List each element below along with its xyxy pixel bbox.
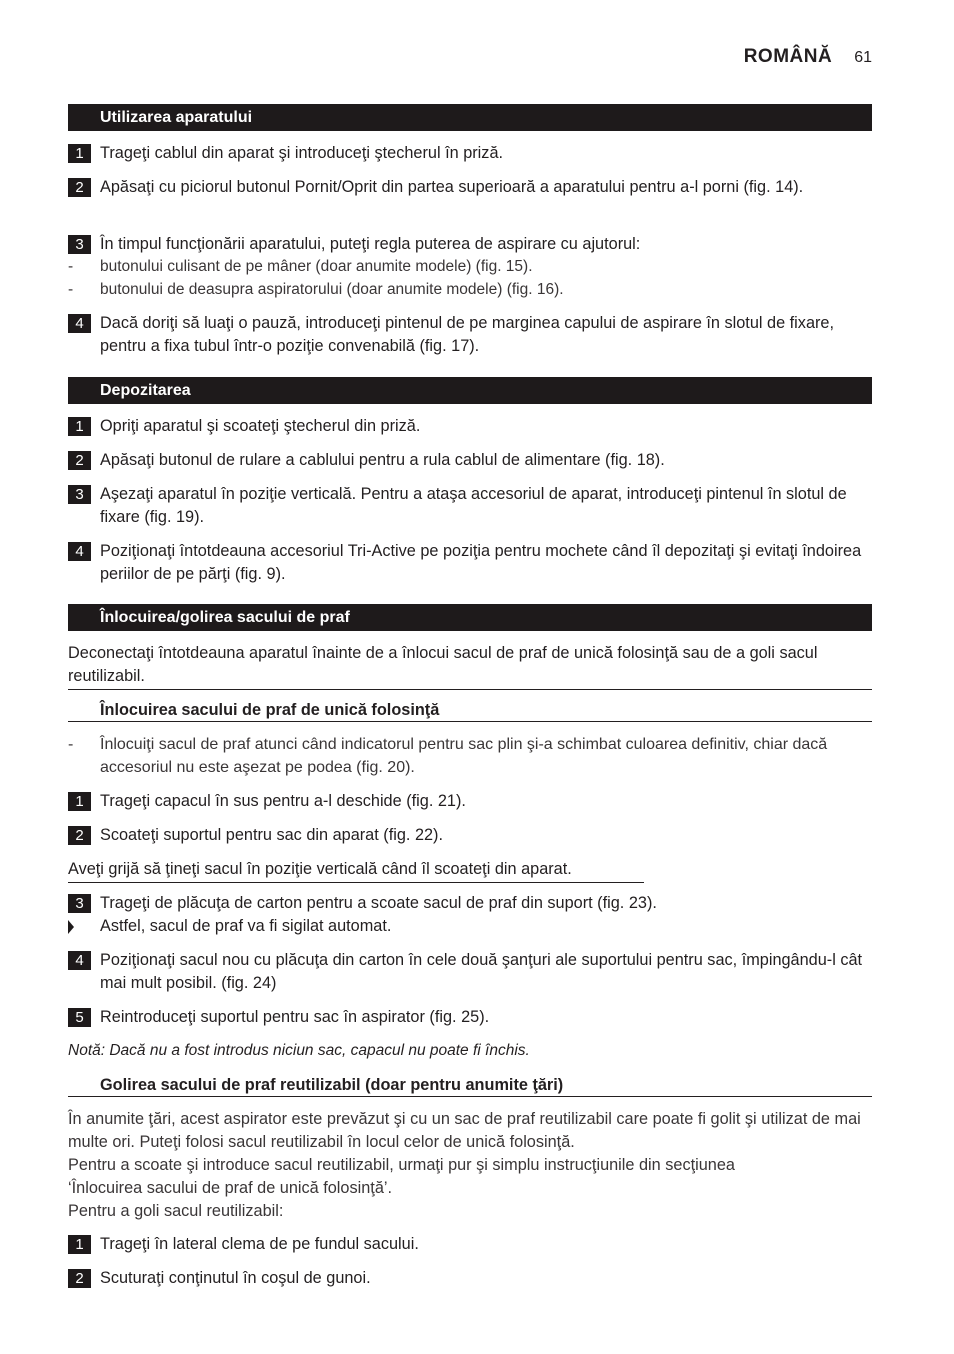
paragraph-line: Pentru a goli sacul reutilizabil: [68, 1202, 284, 1220]
step-item [68, 824, 874, 847]
step-text: Scuturaţi conţinutul în coşul de gunoi. [100, 1269, 371, 1287]
sub-list-item [68, 255, 874, 278]
step-number: 3 [68, 235, 91, 254]
subheading-disposable-bag: Înlocuirea sacului de praf de unică folosinţă [68, 699, 872, 722]
step-number: 4 [68, 951, 91, 970]
note-text: Notă: Dacă nu a fost introdus niciun sac, capacul nu poate fi închis. [68, 1042, 530, 1059]
paragraph-line: Pentru a scoate şi introduce sacul reutilizabil, urmaţi pur şi simplu instrucţiunile din secţiunea ‘Înlocuirea sacului de praf de unică folosinţă’. [68, 1156, 735, 1197]
step-number: 4 [68, 314, 91, 333]
step-text: Trageţi capacul în sus pentru a-l deschide (fig. 21). [100, 792, 466, 810]
step-text: Trageţi cablul din aparat şi introduceţi ştecherul în priză. [100, 144, 504, 162]
step-text: Apăsaţi cu piciorul butonul Pornit/Oprit din partea superioară a aparatului pentru a-l porni (fig. 14). [100, 178, 804, 196]
step-number: 3 [68, 894, 91, 913]
result-text: Astfel, sacul de praf va fi sigilat automat. [100, 917, 392, 935]
sub-list-item [68, 733, 874, 779]
step-number: 3 [68, 485, 91, 504]
step-number: 2 [68, 826, 91, 845]
step-item [68, 790, 874, 813]
caution-text: Aveţi grijă să ţineţi sacul în poziţie verticală când îl scoateţi din aparat. [68, 858, 644, 883]
step-item [68, 233, 874, 256]
step-item [68, 892, 874, 915]
section-title-storage: Depozitarea [68, 377, 872, 404]
page-header [744, 46, 872, 68]
step-text: Trageţi de plăcuţa de carton pentru a scoate sacul de praf din suport (fig. 23). [100, 894, 657, 912]
step-text: Opriţi aparatul şi scoateţi ştecherul din priză. [100, 417, 421, 435]
step-item [68, 540, 874, 586]
step-number: 2 [68, 451, 91, 470]
sub-text: butonului culisant de pe mâner (doar anumite modele) (fig. 15). [100, 258, 533, 275]
step-text: Trageţi în lateral clema de pe fundul sacului. [100, 1235, 419, 1253]
result-arrow-icon [68, 920, 74, 934]
step-number: 4 [68, 542, 91, 561]
step-number: 1 [68, 144, 91, 163]
step-item [68, 449, 874, 472]
step-number: 2 [68, 178, 91, 197]
step-item [68, 483, 874, 529]
step-text: Dacă doriţi să luaţi o pauză, introduceţi pintenul de pe marginea capului de aspirare în slotul de fixare, pentru a fixa tubul într-o poziţie convenabilă (fig. 17). [100, 314, 834, 355]
step-item [68, 1267, 874, 1290]
section-title-usage: Utilizarea aparatului [68, 104, 872, 131]
subheading-reusable-bag: Golirea sacului de praf reutilizabil (doar pentru anumite ţări) [68, 1074, 872, 1097]
paragraph [68, 1108, 874, 1223]
language-label: ROMÂNĂ [743, 46, 833, 67]
step-item [68, 176, 874, 199]
step-text: Aşezaţi aparatul în poziţie verticală. Pentru a ataşa accesoriul de aparat, introduceţi pintenul în slotul de fixare (fig. 19). [100, 485, 847, 526]
step-text: Poziţionaţi întotdeauna accesoriul Tri-Active pe poziţia pentru mochete când îl depozitaţi şi evitaţi îndoirea periilor de pe părţi (fig. 9). [100, 542, 862, 583]
step-item [68, 1233, 874, 1256]
paragraph-line: În anumite ţări, acest aspirator este prevăzut şi cu un sac de praf reutilizabil care poate fi golit şi utilizat de mai multe ori. Puteţi folosi sacul reutilizabil în locul celor de unică folosinţă. [68, 1110, 861, 1151]
warning-text: Deconectaţi întotdeauna aparatul înainte de a înlocui sacul de praf de unică folosinţă sau de a goli sacul reutilizabil. [68, 642, 872, 690]
step-text: Apăsaţi butonul de rulare a cablului pentru a rula cablul de alimentare (fig. 18). [100, 451, 665, 469]
page-number: 61 [854, 49, 872, 66]
sub-text: Înlocuiţi sacul de praf atunci când indicatorul pentru sac plin şi-a schimbat culoarea definitiv, chiar dacă accesoriul nu este aşezat pe podea (fig. 20). [100, 736, 828, 776]
step-text: Scoateţi suportul pentru sac din aparat (fig. 22). [100, 826, 444, 844]
step-text: Reintroduceţi suportul pentru sac în aspirator (fig. 25). [100, 1008, 490, 1026]
sub-list-item [68, 278, 874, 301]
section-title-bag-replacement: Înlocuirea/golirea sacului de praf [68, 604, 872, 631]
sub-text: butonului de deasupra aspiratorului (doar anumite modele) (fig. 16). [100, 281, 564, 298]
dash-bullet: - [68, 281, 74, 298]
step-number: 2 [68, 1269, 91, 1288]
step-item [68, 949, 874, 995]
result-item [68, 915, 874, 938]
dash-bullet: - [68, 736, 74, 753]
step-text: Poziţionaţi sacul nou cu plăcuţa din carton în cele două şanţuri ale suportului pentru sac, împingându-l cât mai mult posibil. (fig. 24) [100, 951, 863, 992]
dash-bullet: - [68, 258, 74, 275]
step-item [68, 142, 874, 165]
step-number: 1 [68, 1235, 91, 1254]
step-number: 1 [68, 417, 91, 436]
step-item [68, 415, 874, 438]
step-text: În timpul funcţionării aparatului, puteţi regla puterea de aspirare cu ajutorul: [100, 235, 641, 253]
step-item [68, 312, 874, 358]
step-item [68, 1006, 874, 1029]
step-number: 5 [68, 1008, 91, 1027]
step-number: 1 [68, 792, 91, 811]
